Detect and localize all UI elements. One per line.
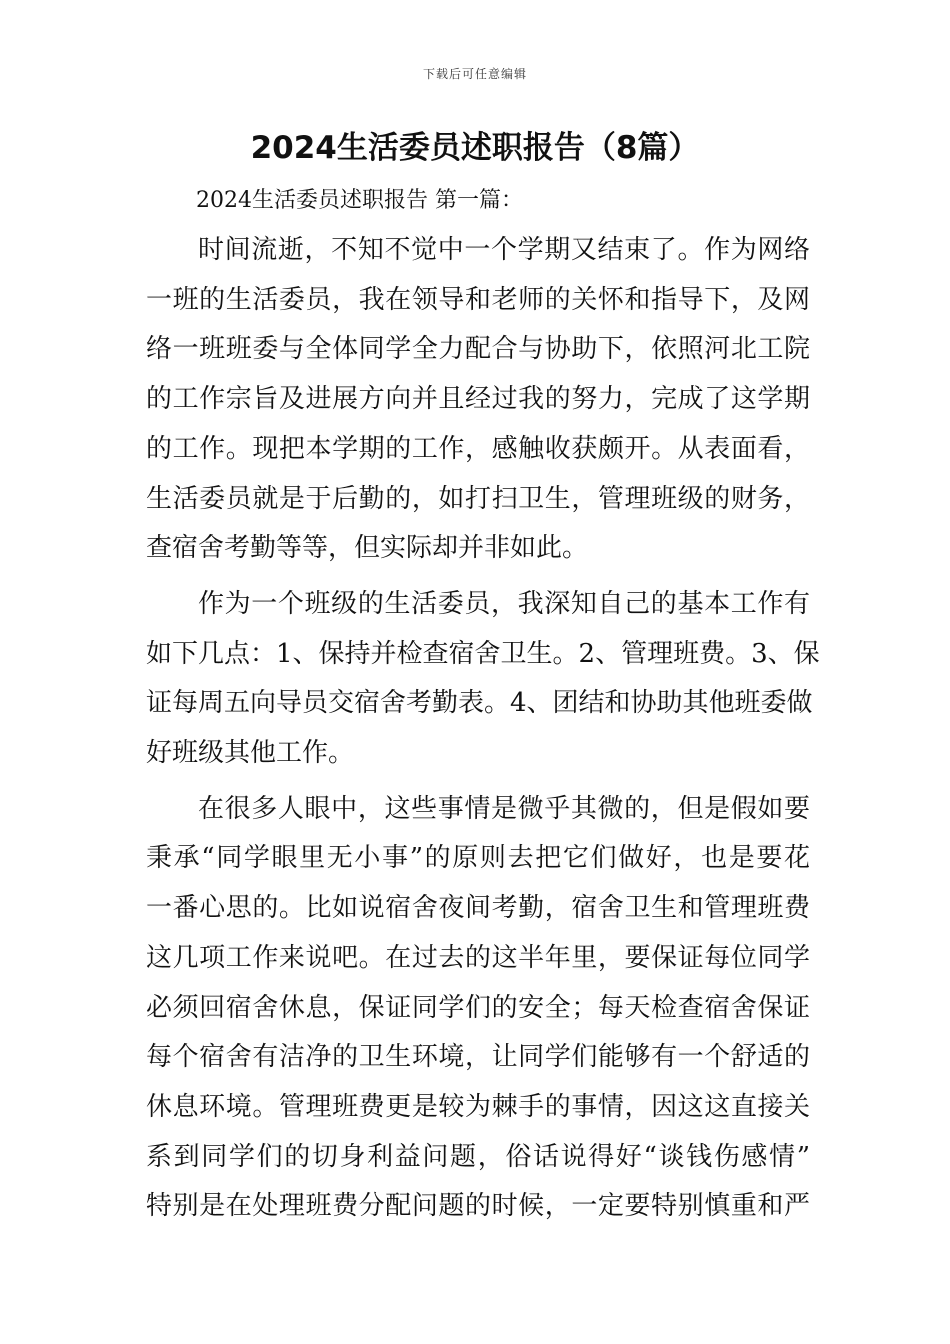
header-note: 下载后可任意编辑 [422,67,527,81]
paragraph-line: 时间流逝，不知不觉中一个学期又结束了。作为网络 [198,235,810,265]
paragraph-line: 特别是在处理班费分配问题的时候，一定要特别慎重和严 [146,1191,810,1222]
paragraph-line: 必须回宿舍休息，保证同学们的安全；每天检查宿舍保证 [146,992,810,1023]
body-text [146,226,820,1238]
paragraph-line: 每个宿舍有洁净的卫生环境，让同学们能够有一个舒适的 [146,1042,810,1073]
paragraph-line: 如下几点：1、保持并检查宿舍卫生。2、管理班费。3、保 [146,638,820,669]
paragraph-line: 在很多人眼中，这些事情是微乎其微的，但是假如要 [198,793,810,824]
paragraph-3 [146,785,810,1232]
paragraph-line: 的工作宗旨及进展方向并且经过我的努力，完成了这学期 [146,384,810,415]
paragraph-line: 休息环境。管理班费更是较为棘手的事情，因这这直接关 [146,1091,810,1122]
paragraph-line: 秉承“同学眼里无小事”的原则去把它们做好，也是要花 [146,843,810,874]
paragraph-2 [146,580,820,779]
section-subheading: 2024生活委员述职报告 第一篇： [196,188,523,213]
paragraph-line: 的工作。现把本学期的工作，感触收获颇开。从表面看， [146,433,810,464]
paragraph-line: 查宿舍考勤等等，但实际却并非如此。 [146,533,589,564]
paragraph-line: 络一班班委与全体同学全力配合与协助下，依照河北工院 [146,334,810,365]
paragraph-line: 证每周五向导员交宿舍考勤表。4、团结和协助其他班委做 [146,688,813,719]
paragraph-line: 这几项工作来说吧。在过去的这半年里，要保证每位同学 [146,942,810,973]
paragraph-line: 好班级其他工作。 [146,738,355,769]
document-title: 2024生活委员述职报告（8篇） [250,130,700,166]
paragraph-line: 作为一个班级的生活委员，我深知自己的基本工作有 [198,588,810,619]
paragraph-line: 一番心思的。比如说宿舍夜间考勤，宿舍卫生和管理班费 [146,893,810,924]
paragraph-line: 生活委员就是于后勤的，如打扫卫生，管理班级的财务， [146,483,810,514]
paragraph-1 [146,226,810,574]
paragraph-line: 一班的生活委员，我在领导和老师的关怀和指导下，及网 [146,284,810,315]
paragraph-line: 系到同学们的切身利益问题，俗话说得好“谈钱伤感情” [146,1141,810,1172]
